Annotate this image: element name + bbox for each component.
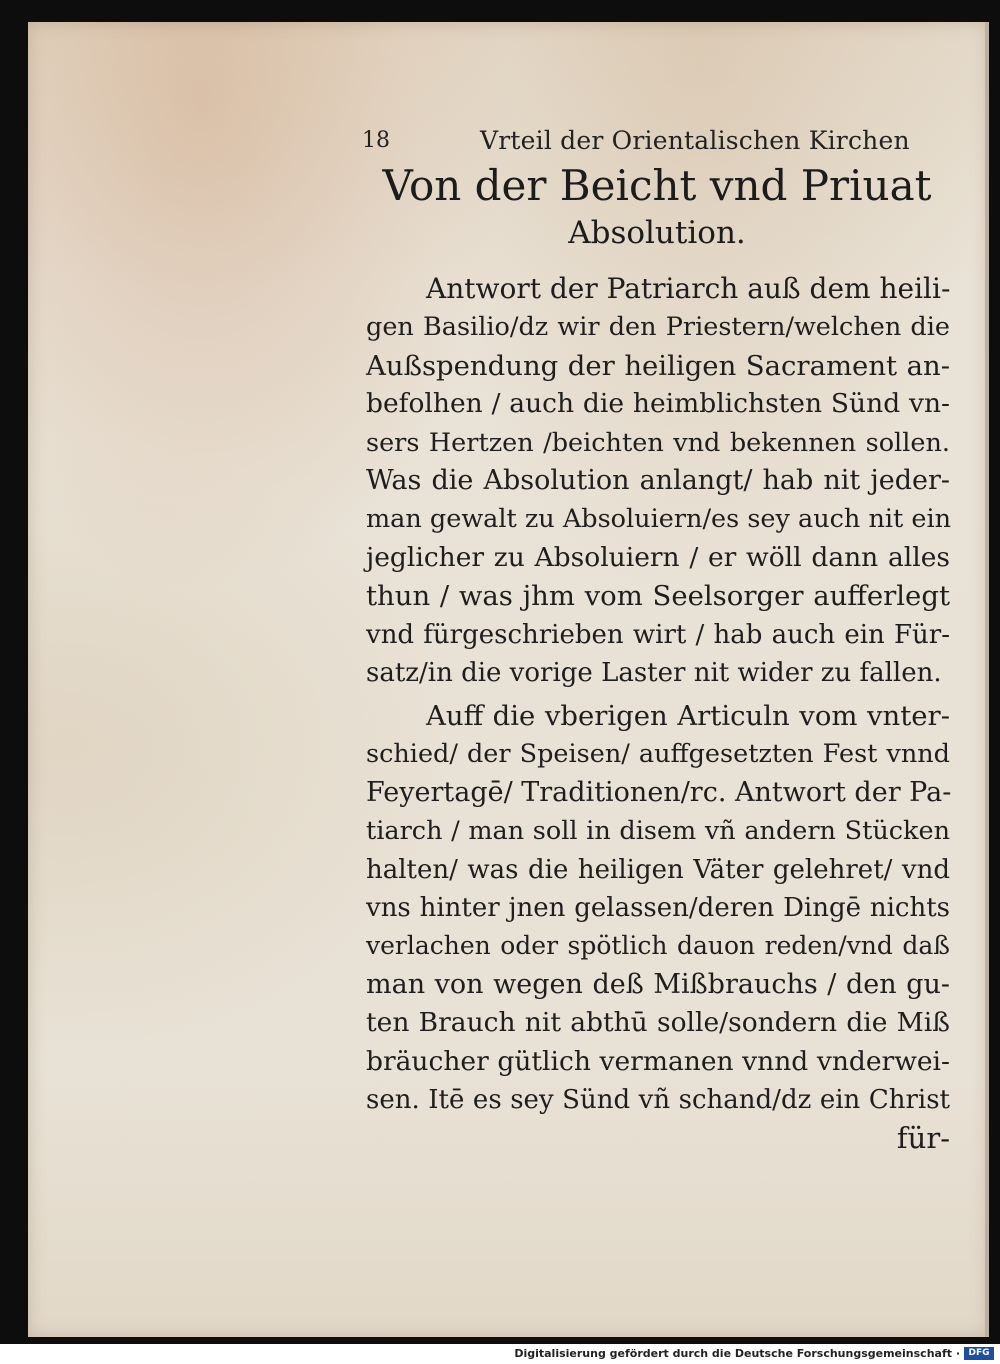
paragraph-1	[366, 270, 950, 692]
funding-credit: Digitalisierung gefördert durch die Deutsche Forschungsgemeinschaft ·	[514, 1347, 960, 1360]
text-line: schied/ der Speisen/ auffgesetzten Fest vnnd	[366, 739, 950, 770]
text-line: sen. Itē es sey Sünd vñ schand/dz ein Christ	[366, 1084, 950, 1115]
text-line: Auff die vberigen Articuln vom vnter-	[426, 700, 950, 732]
text-line: halten/ was die heiligen Väter gelehret/ vnd	[366, 854, 950, 885]
text-line: gen Basilio/dz wir den Priestern/welchen die	[366, 312, 950, 343]
text-line: thun / was jhm vom Seelsorger aufferlegt	[366, 580, 950, 613]
text-line: man von wegen deß Mißbrauchs / den gu-	[366, 968, 950, 1000]
text-line: satz/in die vorige Laster nit wider zu fallen.	[366, 657, 942, 688]
text-line: verlachen oder spötlich dauon reden/vnd daß	[366, 931, 950, 961]
page-number: 18	[362, 128, 390, 153]
text-line: Außspendung der heiligen Sacrament an-	[366, 349, 950, 382]
text-line: tiarch / man soll in disem vñ andern Stücken	[366, 816, 950, 847]
running-head: Vrteil der Orientalischen Kirchen	[480, 126, 910, 155]
text-line: ten Brauch nit abthū solle/sondern die Miß	[366, 1007, 950, 1039]
text-line: man gewalt zu Absoluiern/es sey auch nit ein	[366, 504, 952, 535]
text-line: Antwort der Patriarch auß dem heili-	[426, 272, 951, 305]
text-line: jeglicher zu Absoluiern / er wöll dann alles	[366, 541, 950, 573]
paragraph-2	[366, 697, 950, 1158]
text-line: Was die Absolution anlangt/ hab nit jeder-	[366, 464, 950, 496]
page-header	[362, 124, 910, 164]
chapter-title-line-2: Absolution.	[568, 215, 746, 251]
text-line: vnd fürgeschrieben wirt / hab auch ein Für-	[366, 619, 950, 650]
text-line: bräucher gütlich vermanen vnnd vnderwei-	[366, 1045, 950, 1077]
text-line: Feyertagē/ Traditionen/rc. Antwort der Pa-	[366, 776, 952, 808]
text-line: sers Hertzen /beichten vnd bekennen sollen.	[366, 427, 950, 458]
text-line: vns hinter jnen gelassen/deren Dingē nichts	[366, 892, 950, 923]
text-line: befolhen / auch die heimblichsten Sünd vn-	[366, 388, 950, 420]
dfg-logo: DFG	[964, 1347, 994, 1360]
chapter-title-line-1: Von der Beicht vnd Priuat	[382, 161, 932, 210]
page-edge	[985, 22, 989, 1337]
chapter-title	[362, 160, 952, 254]
catchword: für-	[896, 1121, 950, 1156]
footer-bar	[0, 1344, 1000, 1364]
